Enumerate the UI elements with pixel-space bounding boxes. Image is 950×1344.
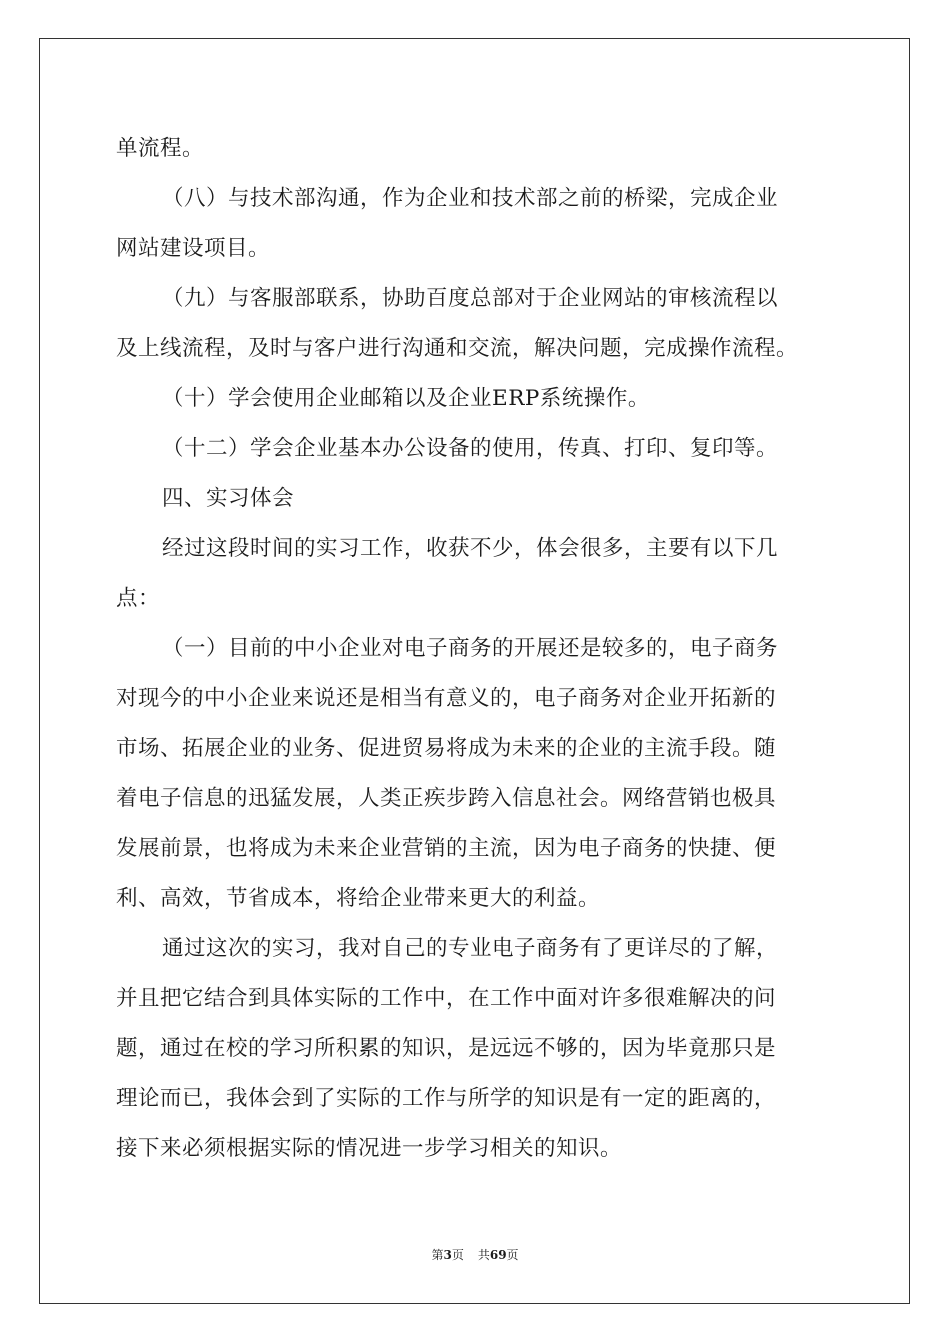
text-line: 对现今的中小企业来说还是相当有意义的，电子商务对企业开拓新的 [116, 686, 777, 711]
text-line: 网站建设项目。 [116, 236, 271, 261]
text-line: 四、实习体会 [162, 486, 295, 511]
text-line: 市场、拓展企业的业务、促进贸易将成为未来的企业的主流手段。随 [116, 736, 777, 761]
text-line: 及上线流程，及时与客户进行沟通和交流，解决问题，完成操作流程。 [116, 336, 799, 361]
text-line: 发展前景，也将成为未来企业营销的主流，因为电子商务的快捷、便 [116, 836, 777, 861]
text-line: （十二）学会企业基本办公设备的使用，传真、打印、复印等。 [162, 436, 779, 461]
total-suffix: 页 [506, 1248, 519, 1262]
total-prefix: 共 [477, 1248, 490, 1262]
total-pages: 69 [489, 1248, 507, 1262]
text-line: 经过这段时间的实习工作，收获不少，体会很多，主要有以下几 [162, 536, 779, 561]
document-body [116, 124, 836, 1174]
text-line: 通过这次的实习，我对自己的专业电子商务有了更详尽的了解， [162, 936, 779, 961]
text-line: 题，通过在校的学习所积累的知识，是远远不够的，因为毕竟那只是 [116, 1036, 777, 1061]
page-footer [0, 1247, 950, 1263]
text-line: 理论而已，我体会到了实际的工作与所学的知识是有一定的距离的， [116, 1086, 777, 1111]
text-line: （九）与客服部联系，协助百度总部对于企业网站的审核流程以 [162, 286, 779, 311]
text-line: （八）与技术部沟通，作为企业和技术部之前的桥梁，完成企业 [162, 186, 779, 211]
page-prefix: 第 [431, 1248, 444, 1262]
text-line: 并且把它结合到具体实际的工作中，在工作中面对许多很难解决的问 [116, 986, 777, 1011]
page-number: 3 [443, 1248, 452, 1262]
text-line: 单流程。 [116, 136, 205, 161]
text-line: 着电子信息的迅猛发展，人类正疾步跨入信息社会。网络营销也极具 [116, 786, 777, 811]
text-line: （十）学会使用企业邮箱以及企业ERP系统操作。 [162, 386, 650, 411]
text-line: 接下来必须根据实际的情况进一步学习相关的知识。 [116, 1136, 623, 1161]
text-line: 点： [116, 586, 161, 611]
text-line: （一）目前的中小企业对电子商务的开展还是较多的，电子商务 [162, 636, 779, 661]
page-suffix: 页 [451, 1248, 464, 1262]
text-line: 利、高效，节省成本，将给企业带来更大的利益。 [116, 886, 601, 911]
